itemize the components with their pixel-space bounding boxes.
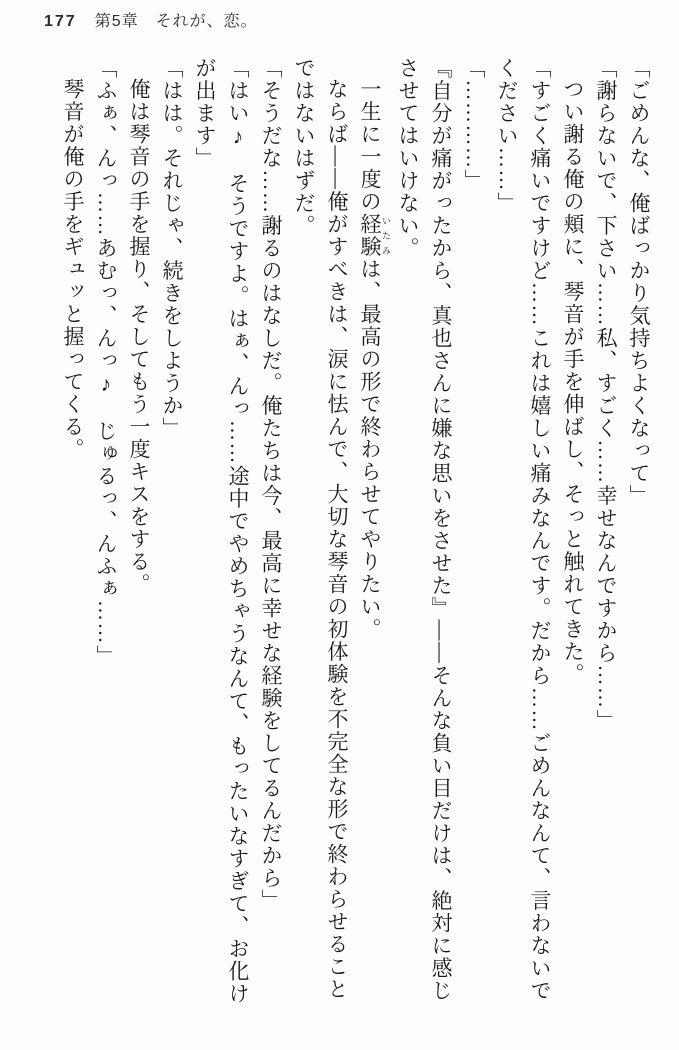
paragraph: 琴音が俺の手をギュッと握ってくる。 <box>61 78 85 461</box>
page-number: 177 <box>44 13 77 30</box>
paragraph: 「ごめんな、俺ばっかり気持ちよくなって」 <box>627 57 651 507</box>
paragraph: 「はい♪ そうですよ。はぁ、んっ……途中でやめちゃうなんて、もったいなすぎて、お化けが出ます」 <box>193 57 250 1005</box>
paragraph: 「はは。それじゃ、続きをしようか」 <box>160 57 184 440</box>
paragraph: 「謝らないで、下さい……私、すごく……幸せなんですから……」 <box>594 57 618 732</box>
chapter-title: 第5章 それが、恋。 <box>94 13 258 30</box>
ruby-annotated-word: 経験 いたみ <box>358 213 391 258</box>
body-text <box>39 57 655 1019</box>
paragraph: 「そうだな……謝るのはなしだ。俺たちは今、最高に幸せな経験をしてるんだから」 <box>259 57 283 912</box>
paragraph: 「すごく痛いですけど……これは嬉しい痛みなんです。だから……ごめんなんて、言わないでください……」 <box>495 57 552 1002</box>
paragraph: 一生に一度の経験 いたみは、最高の形で終わらせてやりたい。 <box>358 78 391 641</box>
paragraph: 「…………」 <box>462 57 486 192</box>
paragraph: 『自分が痛がったから、真也さんに嫌な思いをさせた』――そんな負い目だけは、絶対に感じさせてはいけない。 <box>396 57 453 1002</box>
paragraph: 俺は琴音の手を握り、そしてもう一度キスをする。 <box>127 78 151 596</box>
running-head <box>44 8 258 31</box>
paragraph: ならば――俺がすべきは、涙に怯んで、大切な琴音の初体験を不完全な形で終わらせることではないはずだ。 <box>292 57 349 1001</box>
paragraph: 「ふぁ、んっ……あむっ、んっ♪ じゅるっ、んふぁ……」 <box>94 57 118 668</box>
paragraph: つい謝る俺の頬に、琴音が手を伸ばし、そっと触れてきた。 <box>561 78 585 686</box>
